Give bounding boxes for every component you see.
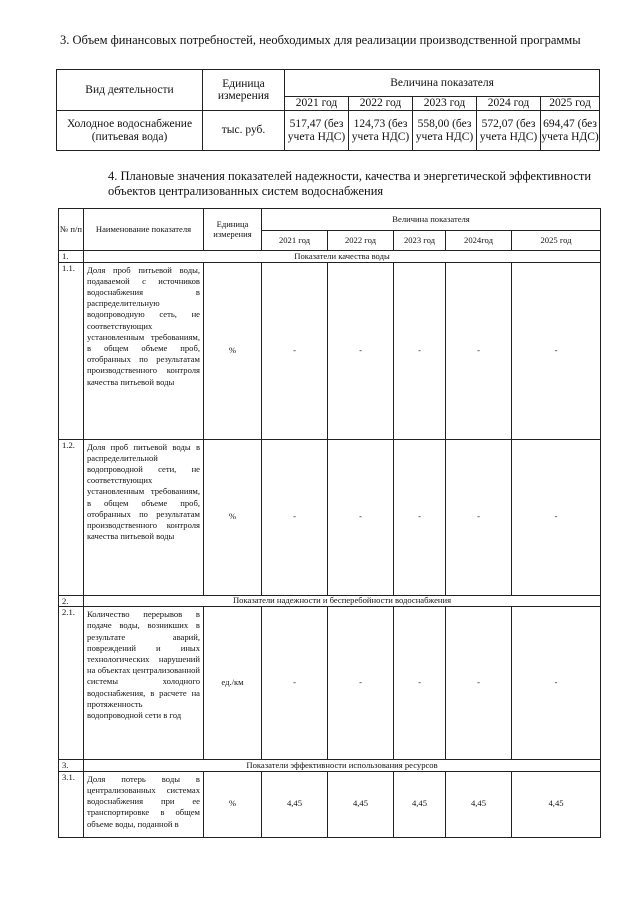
section-title: Показатели эффективности использования ресурсов	[84, 760, 601, 772]
section-3-heading: 3. Объем финансовых потребностей, необходимых для реализации производственной программы	[60, 33, 581, 47]
year-header: 2021 год	[285, 97, 349, 111]
year-header: 2024год	[446, 231, 512, 251]
section-row	[59, 251, 601, 263]
value-cell: 4,45	[328, 771, 394, 837]
unit-cell: %	[204, 262, 262, 439]
value-cell: 4,45	[446, 771, 512, 837]
indicator-name: Количество перерывов в подаче воды, возникших в результате аварий, повреждений и иных технологических нарушений на объектах централизованной системы холодного водоснабжения, в расчете на протяженность водопроводной сети в год	[84, 607, 204, 760]
col-header-activity: Вид деятельности	[57, 70, 203, 111]
section-num: 1.	[59, 251, 84, 263]
value-cell: 694,47 (без учета НДС)	[541, 111, 600, 151]
year-header: 2024 год	[477, 97, 541, 111]
value-cell: -	[328, 607, 394, 760]
table-row	[59, 439, 601, 595]
section-4-heading: 4. Плановые значения показателей надежности, качества и энергетической эффективности объектов централизованных систем водоснабжения	[108, 169, 592, 198]
value-cell: -	[446, 262, 512, 439]
table-row	[59, 607, 601, 760]
col-header-unit: Единица измерения	[204, 209, 262, 251]
value-cell: 4,45	[262, 771, 328, 837]
value-cell: -	[446, 439, 512, 595]
indicator-name: Доля проб питьевой воды, подаваемой с источников водоснабжения в распределительную водопроводную сеть, не соответствующих установленным требованиям, в общем объеме проб, отобранных по результатам производственного контроля качества питьевой воды	[84, 262, 204, 439]
activity-cell: Холодное водоснабжение (питьевая вода)	[57, 111, 203, 151]
value-cell: -	[512, 607, 601, 760]
indicators-table	[58, 208, 601, 838]
row-num: 2.1.	[59, 607, 84, 760]
value-cell: -	[262, 607, 328, 760]
value-cell: 572,07 (без учета НДС)	[477, 111, 541, 151]
section-num: 2.	[59, 595, 84, 607]
table-row	[57, 111, 600, 151]
unit-cell: %	[204, 439, 262, 595]
value-cell: 124,73 (без учета НДС)	[349, 111, 413, 151]
value-cell: -	[394, 439, 446, 595]
indicator-name: Доля потерь воды в централизованных системах водоснабжения при ее транспортировке в общем объеме воды, поданной в	[84, 771, 204, 837]
section-title: Показатели качества воды	[84, 251, 601, 263]
section-num: 3.	[59, 760, 84, 772]
value-cell: -	[512, 439, 601, 595]
col-header-name: Наименование показателя	[84, 209, 204, 251]
year-header: 2021 год	[262, 231, 328, 251]
row-num: 1.2.	[59, 439, 84, 595]
unit-cell: ед./км	[204, 607, 262, 760]
row-num: 1.1.	[59, 262, 84, 439]
year-header: 2025 год	[541, 97, 600, 111]
row-num: 3.1.	[59, 771, 84, 837]
value-cell: -	[394, 607, 446, 760]
unit-cell: тыс. руб.	[203, 111, 285, 151]
year-header: 2023 год	[413, 97, 477, 111]
value-cell: 4,45	[394, 771, 446, 837]
table-row	[59, 262, 601, 439]
value-cell: -	[512, 262, 601, 439]
year-header: 2025 год	[512, 231, 601, 251]
value-cell: -	[446, 607, 512, 760]
value-cell: -	[328, 262, 394, 439]
section-row	[59, 760, 601, 772]
value-cell: 558,00 (без учета НДС)	[413, 111, 477, 151]
value-cell: -	[394, 262, 446, 439]
value-cell: -	[262, 439, 328, 595]
col-header-num: № п/п	[59, 209, 84, 251]
year-header: 2022 год	[328, 231, 394, 251]
unit-cell: %	[204, 771, 262, 837]
value-cell: 517,47 (без учета НДС)	[285, 111, 349, 151]
year-header: 2022 год	[349, 97, 413, 111]
table-row	[59, 771, 601, 837]
section-title: Показатели надежности и бесперебойности водоснабжения	[84, 595, 601, 607]
value-cell: 4,45	[512, 771, 601, 837]
section-row	[59, 595, 601, 607]
col-header-unit: Единица измерения	[203, 70, 285, 111]
value-cell: -	[262, 262, 328, 439]
col-header-value: Величина показателя	[285, 70, 600, 97]
indicator-name: Доля проб питьевой воды в распределительной водопроводной сети, не соответствующих установленным требованиям, в общем объеме проб, отобранных по результатам производственного контроля качества питьевой воды	[84, 439, 204, 595]
financial-needs-table	[56, 69, 600, 151]
year-header: 2023 год	[394, 231, 446, 251]
value-cell: -	[328, 439, 394, 595]
col-header-value: Величина показателя	[262, 209, 601, 231]
